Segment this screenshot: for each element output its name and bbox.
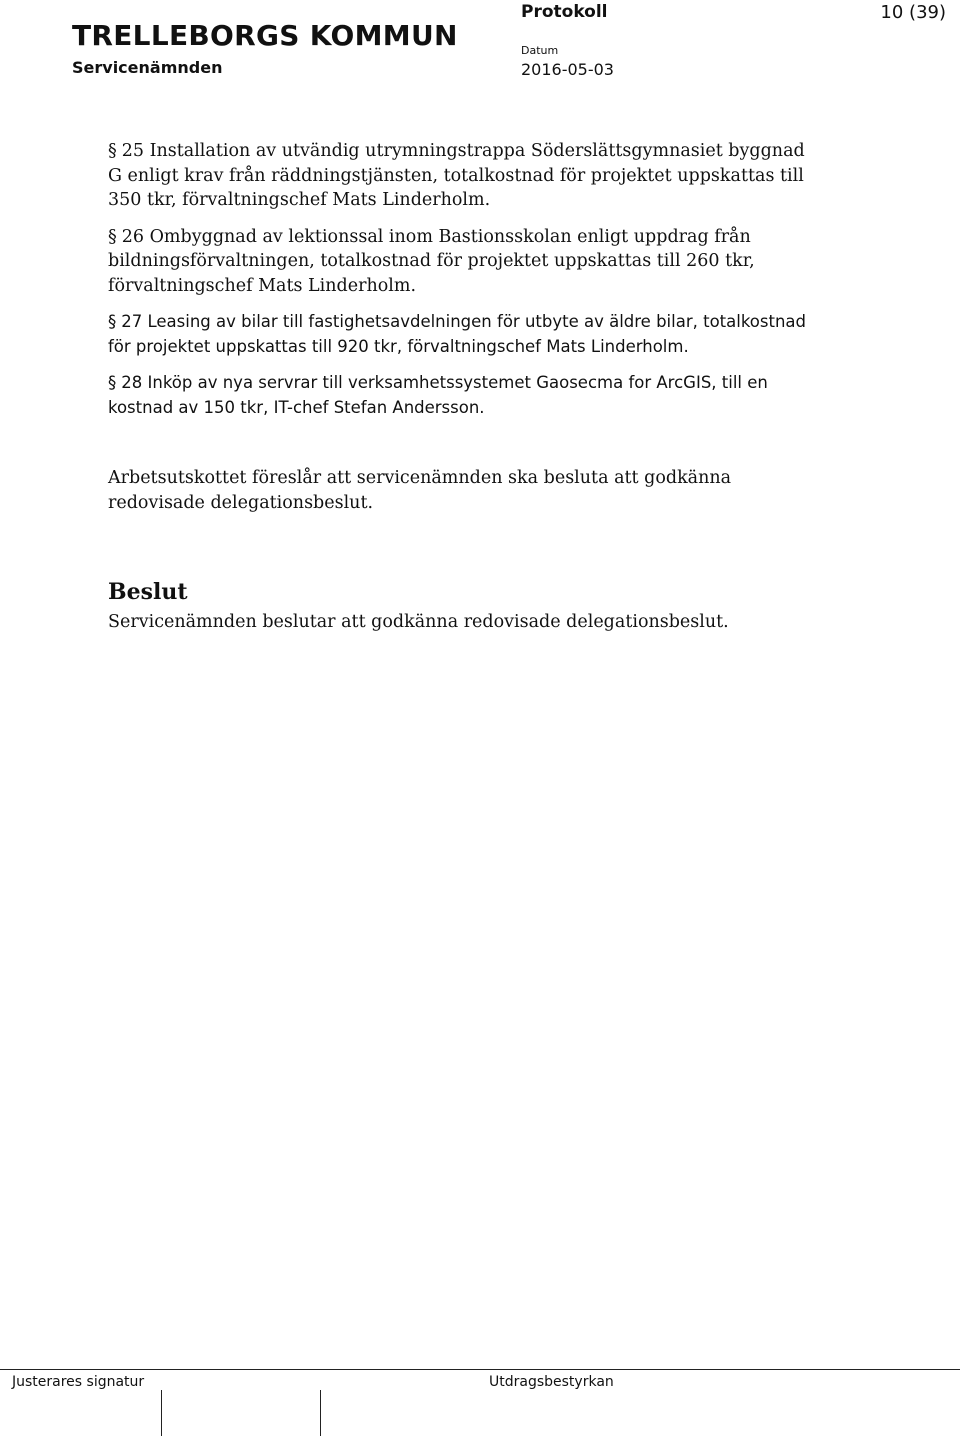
committee-name: Servicenämnden bbox=[72, 58, 223, 77]
list-item-text: 26 Ombyggnad av lektionssal inom Bastionsskolan enligt uppdrag från bildningsförvaltningen, totalkostnad för projektet uppskattas till 260 tkr, förvaltningschef Mats Linderholm. bbox=[108, 226, 755, 296]
document-body bbox=[108, 139, 808, 634]
proposal-text: Arbetsutskottet föreslår att servicenämnden ska besluta att godkänna redovisade delegationsbeslut. bbox=[108, 468, 732, 513]
list-item bbox=[108, 310, 808, 359]
signatures-label: Justerares signatur bbox=[12, 1374, 145, 1390]
list-item-text: 28 Inköp av nya servrar till verksamhetssystemet Gaosecma for ArcGIS, till en kostnad av 150 tkr, IT-chef Stefan Andersson. bbox=[108, 373, 768, 417]
section-symbol: § bbox=[108, 226, 117, 247]
org-name: TRELLEBORGS KOMMUN bbox=[72, 19, 458, 52]
section-symbol: § bbox=[108, 141, 117, 161]
date-label: Datum bbox=[521, 44, 559, 57]
section-symbol: § bbox=[108, 373, 117, 392]
list-item-text: 25 Installation av utvändig utrymningstrappa Söderslättsgymnasiet byggnad G enligt krav från räddningstjänsten, totalkostnad för projektet uppskattas till 350 tkr, förvaltningschef Mats Linderholm. bbox=[108, 141, 805, 210]
signature-field bbox=[320, 1390, 321, 1436]
decision-text: Servicenämnden beslutar att godkänna redovisade delegationsbeslut. bbox=[108, 612, 729, 632]
signature-field bbox=[161, 1390, 162, 1436]
page-number: 10 (39) bbox=[880, 2, 946, 23]
decision-heading: Beslut bbox=[108, 579, 188, 605]
certification-label: Utdragsbestyrkan bbox=[489, 1374, 614, 1390]
list-item-text: 27 Leasing av bilar till fastighetsavdelningen för utbyte av äldre bilar, totalkostnad för projektet uppskattas till 920 tkr, förvaltningschef Mats Linderholm. bbox=[108, 312, 807, 356]
section-symbol: § bbox=[108, 312, 117, 331]
list-item bbox=[108, 225, 808, 299]
list-item bbox=[108, 139, 808, 213]
date-value: 2016-05-03 bbox=[521, 60, 614, 79]
document-type: Protokoll bbox=[521, 2, 608, 22]
footer-divider bbox=[0, 1369, 960, 1370]
list-item bbox=[108, 371, 808, 420]
